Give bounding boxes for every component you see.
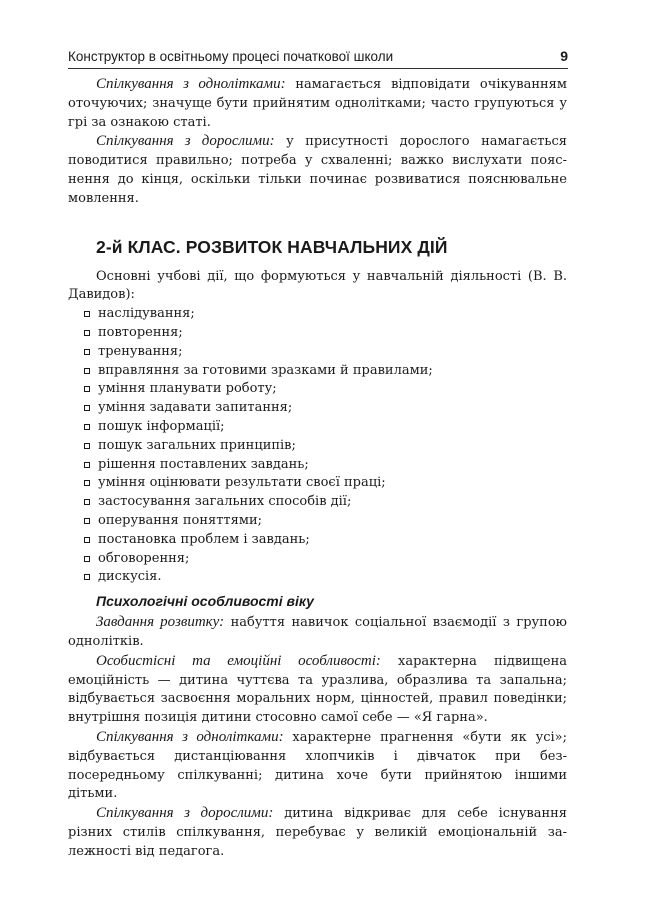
list-item-text: постановка проблем і завдань;	[98, 531, 310, 547]
square-bullet-icon	[84, 480, 90, 486]
list-item-text: застосування загальних способів дії;	[98, 494, 352, 510]
paragraph-peers-intro	[68, 75, 567, 132]
list-item-text: наслідування;	[98, 306, 195, 322]
list-item-text: уміння планувати роботу;	[98, 381, 277, 397]
list-item	[84, 474, 567, 493]
list-item	[84, 493, 567, 512]
section-lead-paragraph: Основні учбові дії, що формуються у навчальній діяльності (В. В. Давидов):	[68, 268, 567, 303]
running-header	[68, 48, 568, 69]
list-item	[84, 399, 567, 418]
list-item	[84, 343, 567, 362]
square-bullet-icon	[84, 499, 90, 505]
section-heading: 2-й КЛАС. РОЗВИТОК НАВЧАЛЬНИХ ДІЙ	[96, 236, 448, 257]
list-item	[84, 380, 567, 399]
list-item	[84, 568, 567, 587]
list-item-text: рішення поставлених завдань;	[98, 456, 309, 472]
list-item-text: вправляння за готовими зразками й правилами;	[98, 362, 433, 378]
paragraph-adults-intro	[68, 132, 567, 208]
square-bullet-icon	[84, 330, 90, 336]
paragraph-development-task	[68, 613, 567, 652]
list-item	[84, 305, 567, 324]
list-item	[84, 550, 567, 569]
square-bullet-icon	[84, 556, 90, 562]
list-item	[84, 531, 567, 550]
list-item	[84, 456, 567, 475]
paragraph-text: намагається відповідати очікуванням оточуючих; значуще бути прийнятим однолітками; часто групуються у грі за ознакою статі.	[68, 77, 567, 130]
paragraph-peer-communication	[68, 728, 567, 804]
paragraph-text: дитина відкриває для себе існування різних стилів спілкування, перебуває у великій емоціональній залежності від педагога.	[68, 806, 568, 859]
list-item-text: оперування поняттями;	[98, 512, 262, 528]
square-bullet-icon	[84, 574, 90, 580]
list-item	[84, 362, 567, 381]
square-bullet-icon	[84, 386, 90, 392]
learning-actions-list	[84, 305, 567, 587]
list-item	[84, 512, 567, 531]
square-bullet-icon	[84, 311, 90, 317]
list-item-text: пошук інформації;	[98, 418, 225, 434]
paragraph-text: характерна підвищена емоційність — дитина чуттєва та уразлива, образлива та запальна; відбувається засвоєння моральних норм, цінностей, правил поведінки; внутрішня позиція дитини стосовно самої себе — «Я гарна».	[68, 653, 567, 726]
list-item	[84, 437, 567, 456]
list-item-text: дискусія.	[98, 569, 162, 585]
list-item-text: обговорення;	[98, 550, 190, 566]
page-body	[68, 75, 567, 861]
paragraph-term: Спілкування з однолітками:	[96, 76, 286, 92]
paragraph-text: у присутності дорослого намагається поводитися правильно; потреба у схваленні; важко вислухати пояснення до кінця, оскільки тільки починає розвиватися пояснювальне мовлення.	[68, 134, 567, 206]
list-item-text: уміння оцінювати результати своєї праці;	[98, 475, 386, 491]
running-header-title: Конструктор в освітньому процесі початкової школи	[68, 49, 394, 64]
list-item-text: тренування;	[98, 343, 183, 359]
paragraph-term: Спілкування з дорослими:	[96, 805, 274, 822]
paragraph-adult-communication	[68, 804, 567, 861]
subheading: Психологічні особливості віку	[96, 593, 314, 610]
page-number: 9	[560, 48, 568, 64]
list-item-text: уміння задавати запитання;	[98, 400, 293, 416]
square-bullet-icon	[84, 349, 90, 355]
square-bullet-icon	[84, 443, 90, 449]
square-bullet-icon	[84, 405, 90, 411]
list-item	[84, 324, 567, 343]
paragraph-term: Спілкування з дорослими:	[96, 133, 275, 150]
list-item	[84, 418, 567, 437]
list-item-text: повторення;	[98, 324, 183, 340]
paragraph-term: Особистісні та емоційні особливості:	[96, 652, 381, 669]
paragraph-text: характерне прагнення «бути як усі»; відбувається дистанціювання хлопчиків і дівчаток при безпосередньому спілкуванні; дитина хоче бути прийнятою іншими дітьми.	[68, 729, 567, 802]
square-bullet-icon	[84, 518, 90, 524]
square-bullet-icon	[84, 424, 90, 430]
square-bullet-icon	[84, 462, 90, 468]
paragraph-term: Спілкування з однолітками:	[96, 728, 284, 745]
square-bullet-icon	[84, 537, 90, 543]
list-item-text: пошук загальних принципів;	[98, 437, 296, 453]
paragraph-text: набуття навичок соціальної взаємодії з групою однолітків.	[68, 615, 567, 649]
paragraph-term: Завдання розвитку:	[96, 614, 225, 631]
square-bullet-icon	[84, 368, 90, 374]
paragraph-emotional-traits	[68, 652, 567, 728]
